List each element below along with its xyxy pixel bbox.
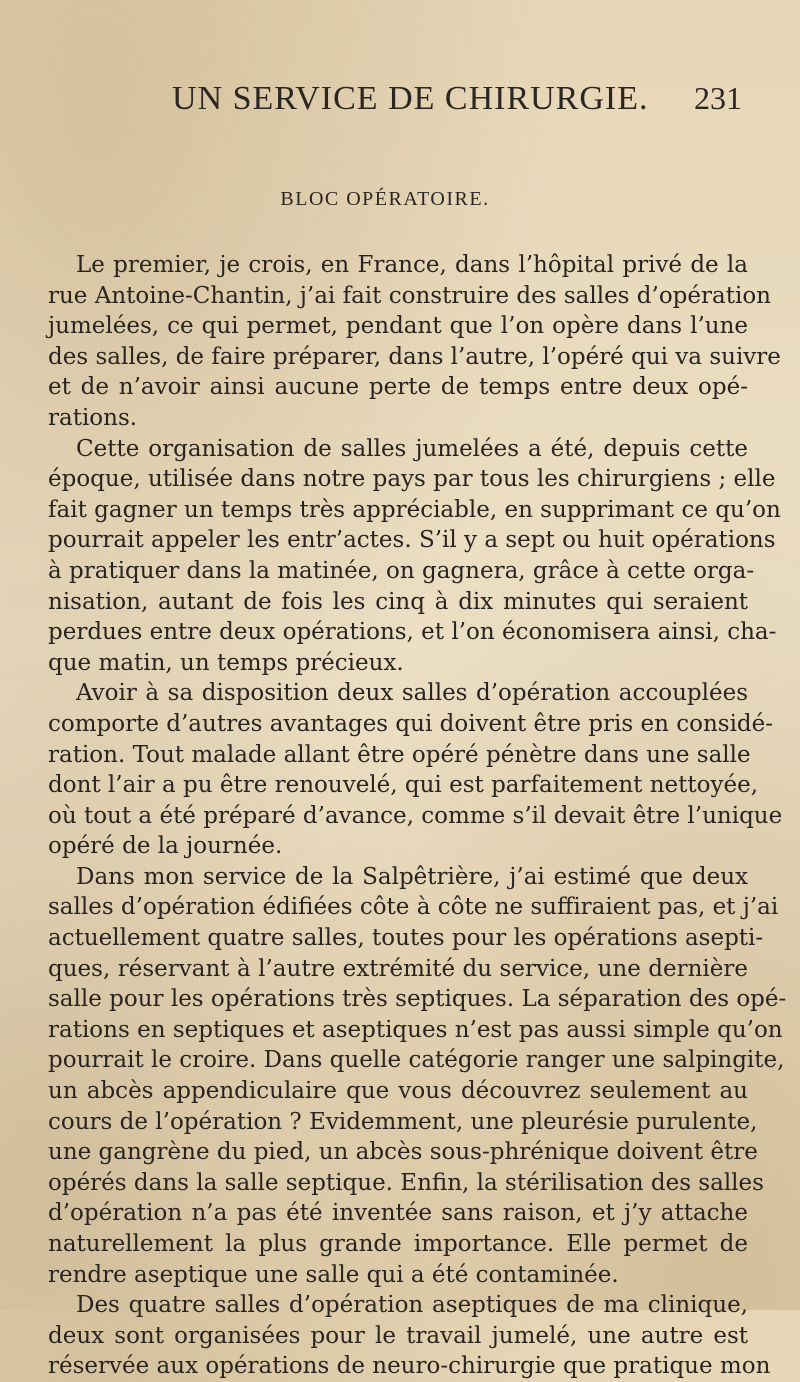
text-line: opéré de la journée. <box>48 833 283 860</box>
text-line: et de n’avoir ainsi aucune perte de temps entre deux opé- <box>48 374 748 401</box>
text-line: Le premier, je crois, en France, dans l’hôpital privé de la <box>76 252 748 278</box>
text-line: pourrait appeler les entr’actes. S’il y a sept ou huit opérations <box>48 527 776 554</box>
page-number: 231 <box>694 80 742 116</box>
text-line: dont l’air a pu être renouvelé, qui est parfaitement nettoyée, <box>48 772 759 799</box>
text-line: ration. Tout malade allant être opéré pénètre dans une salle <box>48 741 751 768</box>
running-title: UN SERVICE DE CHIRURGIE. <box>172 80 649 117</box>
text-line: jumelées, ce qui permet, pendant que l’on opère dans l’une <box>48 313 748 340</box>
text-line: rations. <box>48 404 138 431</box>
text-line: perdues entre deux opérations, et l’on économisera ainsi, cha- <box>48 619 777 646</box>
section-title: BLOC OPÉRATOIRE. <box>280 188 490 210</box>
text-line: nisation, autant de fois les cinq à dix minutes qui seraient <box>48 588 748 615</box>
text-line: une gangrène du pied, un abcès sous-phrénique doivent être <box>48 1139 758 1166</box>
text-line: rue Antoine-Chantin, j’ai fait construire des salles d’opération <box>48 282 771 309</box>
text-line: où tout a été préparé d’avance, comme s’il devait être l’unique <box>48 802 783 829</box>
text-line: opérés dans la salle septique. Enfin, la stérilisation des salles <box>48 1169 764 1196</box>
text-line: réservée aux opérations de neuro-chirurgie que pratique mon <box>48 1353 771 1380</box>
text-line: que matin, un temps précieux. <box>48 649 404 676</box>
text-line: Dans mon service de la Salpêtrière, j’ai estimé que deux <box>76 863 748 890</box>
text-line: deux sont organisées pour le travail jumelé, une autre est <box>48 1322 748 1349</box>
text-line: cours de l’opération ? Evidemment, une pleurésie purulente, <box>48 1108 758 1135</box>
text-line: des salles, de faire préparer, dans l’autre, l’opéré qui va suivre <box>48 343 781 370</box>
text-line: comporte d’autres avantages qui doivent être pris en considé- <box>48 710 774 737</box>
text-line: rendre aseptique une salle qui a été contaminée. <box>48 1261 619 1288</box>
text-line: à pratiquer dans la matinée, on gagnera, grâce à cette orga- <box>48 557 755 584</box>
text-line: d’opération n’a pas été inventée sans raison, et j’y attache <box>48 1200 748 1227</box>
text-line: salle pour les opérations très septiques. La séparation des opé- <box>48 986 787 1013</box>
text-line: rations en septiques et aseptiques n’est pas aussi simple qu’on <box>48 1016 783 1043</box>
text-line: naturellement la plus grande importance. Elle permet de <box>48 1231 748 1257</box>
text-line: Cette organisation de salles jumelées a été, depuis cette <box>76 435 748 462</box>
text-line: fait gagner un temps très appréciable, en supprimant ce qu’on <box>48 496 781 523</box>
text-line: pourrait le croire. Dans quelle catégorie ranger une salpingite, <box>48 1047 785 1074</box>
running-header <box>172 80 742 124</box>
text-line: époque, utilisée dans notre pays par tous les chirurgiens ; elle <box>48 466 776 493</box>
text-line: Avoir à sa disposition deux salles d’opération accouplées <box>76 680 748 707</box>
text-line: actuellement quatre salles, toutes pour les opérations asepti- <box>48 925 764 952</box>
text-line: Des quatre salles d’opération aseptiques de ma clinique, <box>76 1292 748 1319</box>
text-line: un abcès appendiculaire que vous découvrez seulement au <box>48 1078 748 1105</box>
body-text <box>48 250 787 1382</box>
text-line: ques, réservant à l’autre extrémité du service, une dernière <box>48 955 748 982</box>
text-line: salles d’opération édifiées côte à côte ne suffiraient pas, et j’ai <box>48 894 779 921</box>
